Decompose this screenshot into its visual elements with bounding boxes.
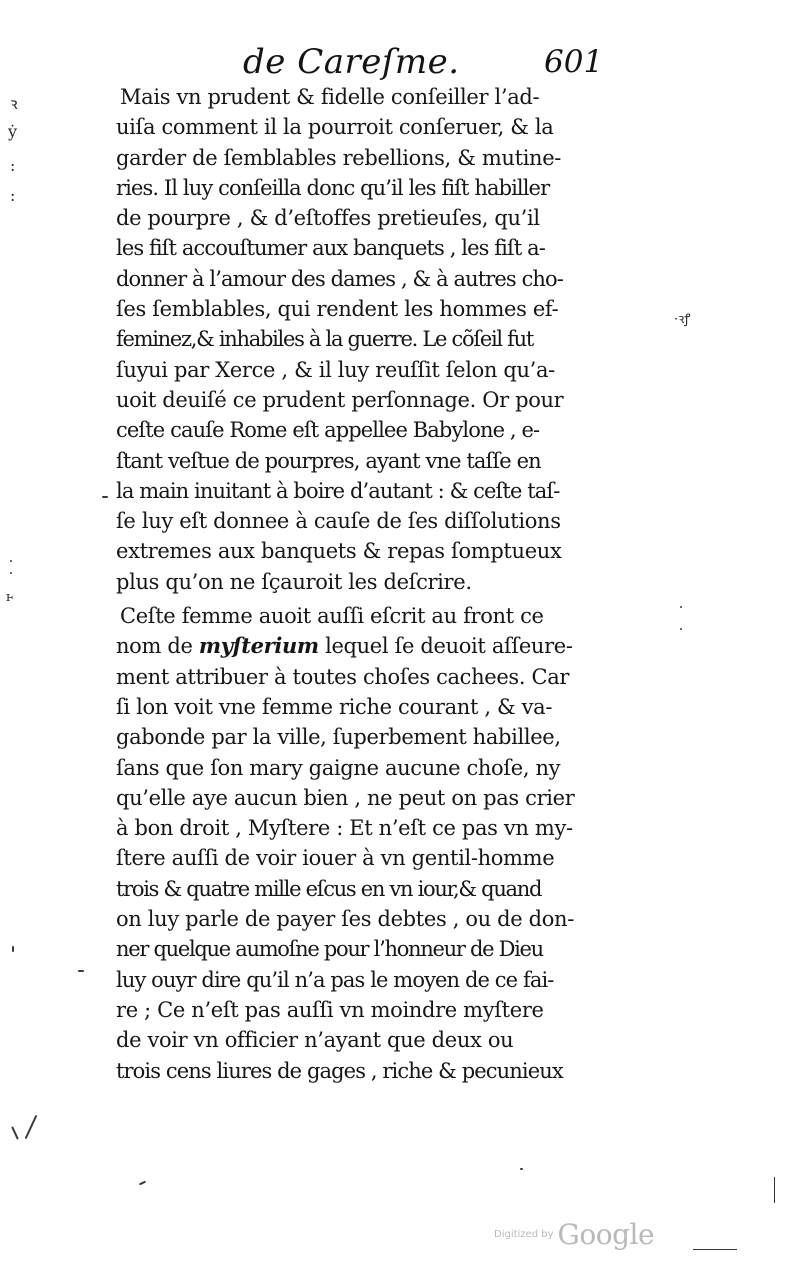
text-line: ſi lon voit vne femme riche courant , & va- <box>116 694 553 719</box>
ink-speck <box>78 970 84 972</box>
ink-speck <box>680 628 682 630</box>
google-logo: Google <box>557 1218 655 1251</box>
text-line: à bon droit , Myſtere : Et n’eſt ce pas vn my- <box>116 816 573 841</box>
text-line: la main inuitant à boire d’autant : & ceſte taſ- <box>116 478 560 503</box>
ink-speck <box>139 1181 146 1186</box>
ink-speck <box>10 572 12 574</box>
digitized-by-google-watermark <box>494 1218 654 1251</box>
emphasized-word: myſterium <box>198 633 319 659</box>
edge-mark <box>693 1249 737 1250</box>
text-line: ceſte cauſe Rome eſt appellee Babylone , e- <box>116 418 540 443</box>
margin-mark: : <box>10 156 16 175</box>
ink-speck <box>680 606 682 608</box>
text-line: ſtere auſſi de voir iouer à vn gentil-homme <box>116 846 555 871</box>
text-line: de voir vn officier n’ayant que deux ou <box>116 1028 514 1053</box>
text-line: plus qu’on ne ſçauroit les deſcrire. <box>116 569 472 594</box>
text-line: les fiſt accouſtumer aux banquets , les fiſt a- <box>116 236 545 261</box>
text-line: uoit deuiſé ce prudent perſonnage. Or pour <box>116 387 564 412</box>
text-line: donner à l’amour des dames , & à autres cho- <box>116 266 563 291</box>
text-line: garder de ſemblables rebellions, & mutine- <box>116 145 562 170</box>
text-line: trois cens liures de gages , riche & pecunieux <box>116 1058 563 1083</box>
text-line: de pourpre , & d’eſtoffes pretieuſes, qu’il <box>116 206 540 231</box>
text-line: trois & quatre mille eſcus en vn iour,& quand <box>116 876 542 901</box>
text-line: re ; Ce n’eſt pas auſſi vn moindre myſtere <box>116 997 544 1022</box>
text-line <box>116 631 600 661</box>
text-line: ſuyui par Xerce , & il luy reuſſit ſelon qu’a- <box>116 357 555 382</box>
text-line: ſans que ſon mary gaigne aucune choſe, ny <box>116 755 561 780</box>
digitized-by-label: Digitized by <box>494 1229 554 1240</box>
text-line: on luy parle de payer ſes debtes , ou de don- <box>116 907 574 932</box>
page-number: 601 <box>544 44 604 80</box>
text-line: ſtant veſtue de pourpres, ayant vne taſſe en <box>116 448 541 473</box>
text-line: Mais vn prudent & fidelle conſeiller l’ad- <box>120 85 540 109</box>
text-line: ment attribuer à toutes choſes cachees. Car <box>116 664 570 689</box>
text-line: gabonde par la ville, ſuperbement habillee, <box>116 725 561 750</box>
ink-speck <box>520 1168 523 1170</box>
text-line: ſes ſemblables, qui rendent les hommes ef- <box>116 297 559 322</box>
ink-speck <box>102 496 108 498</box>
running-head: de Careſme. <box>243 42 460 82</box>
margin-mark: ·ꝛꝭ <box>674 312 691 327</box>
text-line: feminez,& inhabiles à la guerre. Le cõſeil fut <box>116 327 533 352</box>
text-line: extremes aux banquets & repas ſomptueux <box>116 539 562 564</box>
ink-speck <box>25 1115 38 1139</box>
body-text <box>116 82 600 1086</box>
ink-speck <box>11 1126 19 1140</box>
margin-mark: : <box>10 186 16 205</box>
text-line: uiſa comment il la pourroit conſeruer, & la <box>116 115 554 140</box>
text-line: ries. Il luy conſeilla donc qu’il les fiſt habiller <box>116 175 550 200</box>
edge-mark <box>774 1177 775 1203</box>
margin-mark: ꝛ <box>10 94 18 113</box>
margin-mark: ẏ <box>8 122 18 141</box>
text-fragment: lequel ſe deuoit aſſeure- <box>325 634 573 659</box>
text-line: luy ouyr dire qu’il n’a pas le moyen de ce fai- <box>116 967 554 992</box>
text-fragment: nom de <box>116 634 193 659</box>
text-line: ſe luy eſt donnee à cauſe de ſes diſſolutions <box>116 509 561 534</box>
text-line: Ceſte femme auoit auſſi eſcrit au front ce <box>120 604 544 629</box>
ink-speck <box>12 946 14 952</box>
margin-mark: ⱶ <box>6 590 14 605</box>
text-line: ner quelque aumoſne pour l’honneur de Dieu <box>116 937 543 962</box>
text-line: qu’elle aye aucun bien , ne peut on pas crier <box>116 785 575 810</box>
ink-speck <box>10 560 12 562</box>
